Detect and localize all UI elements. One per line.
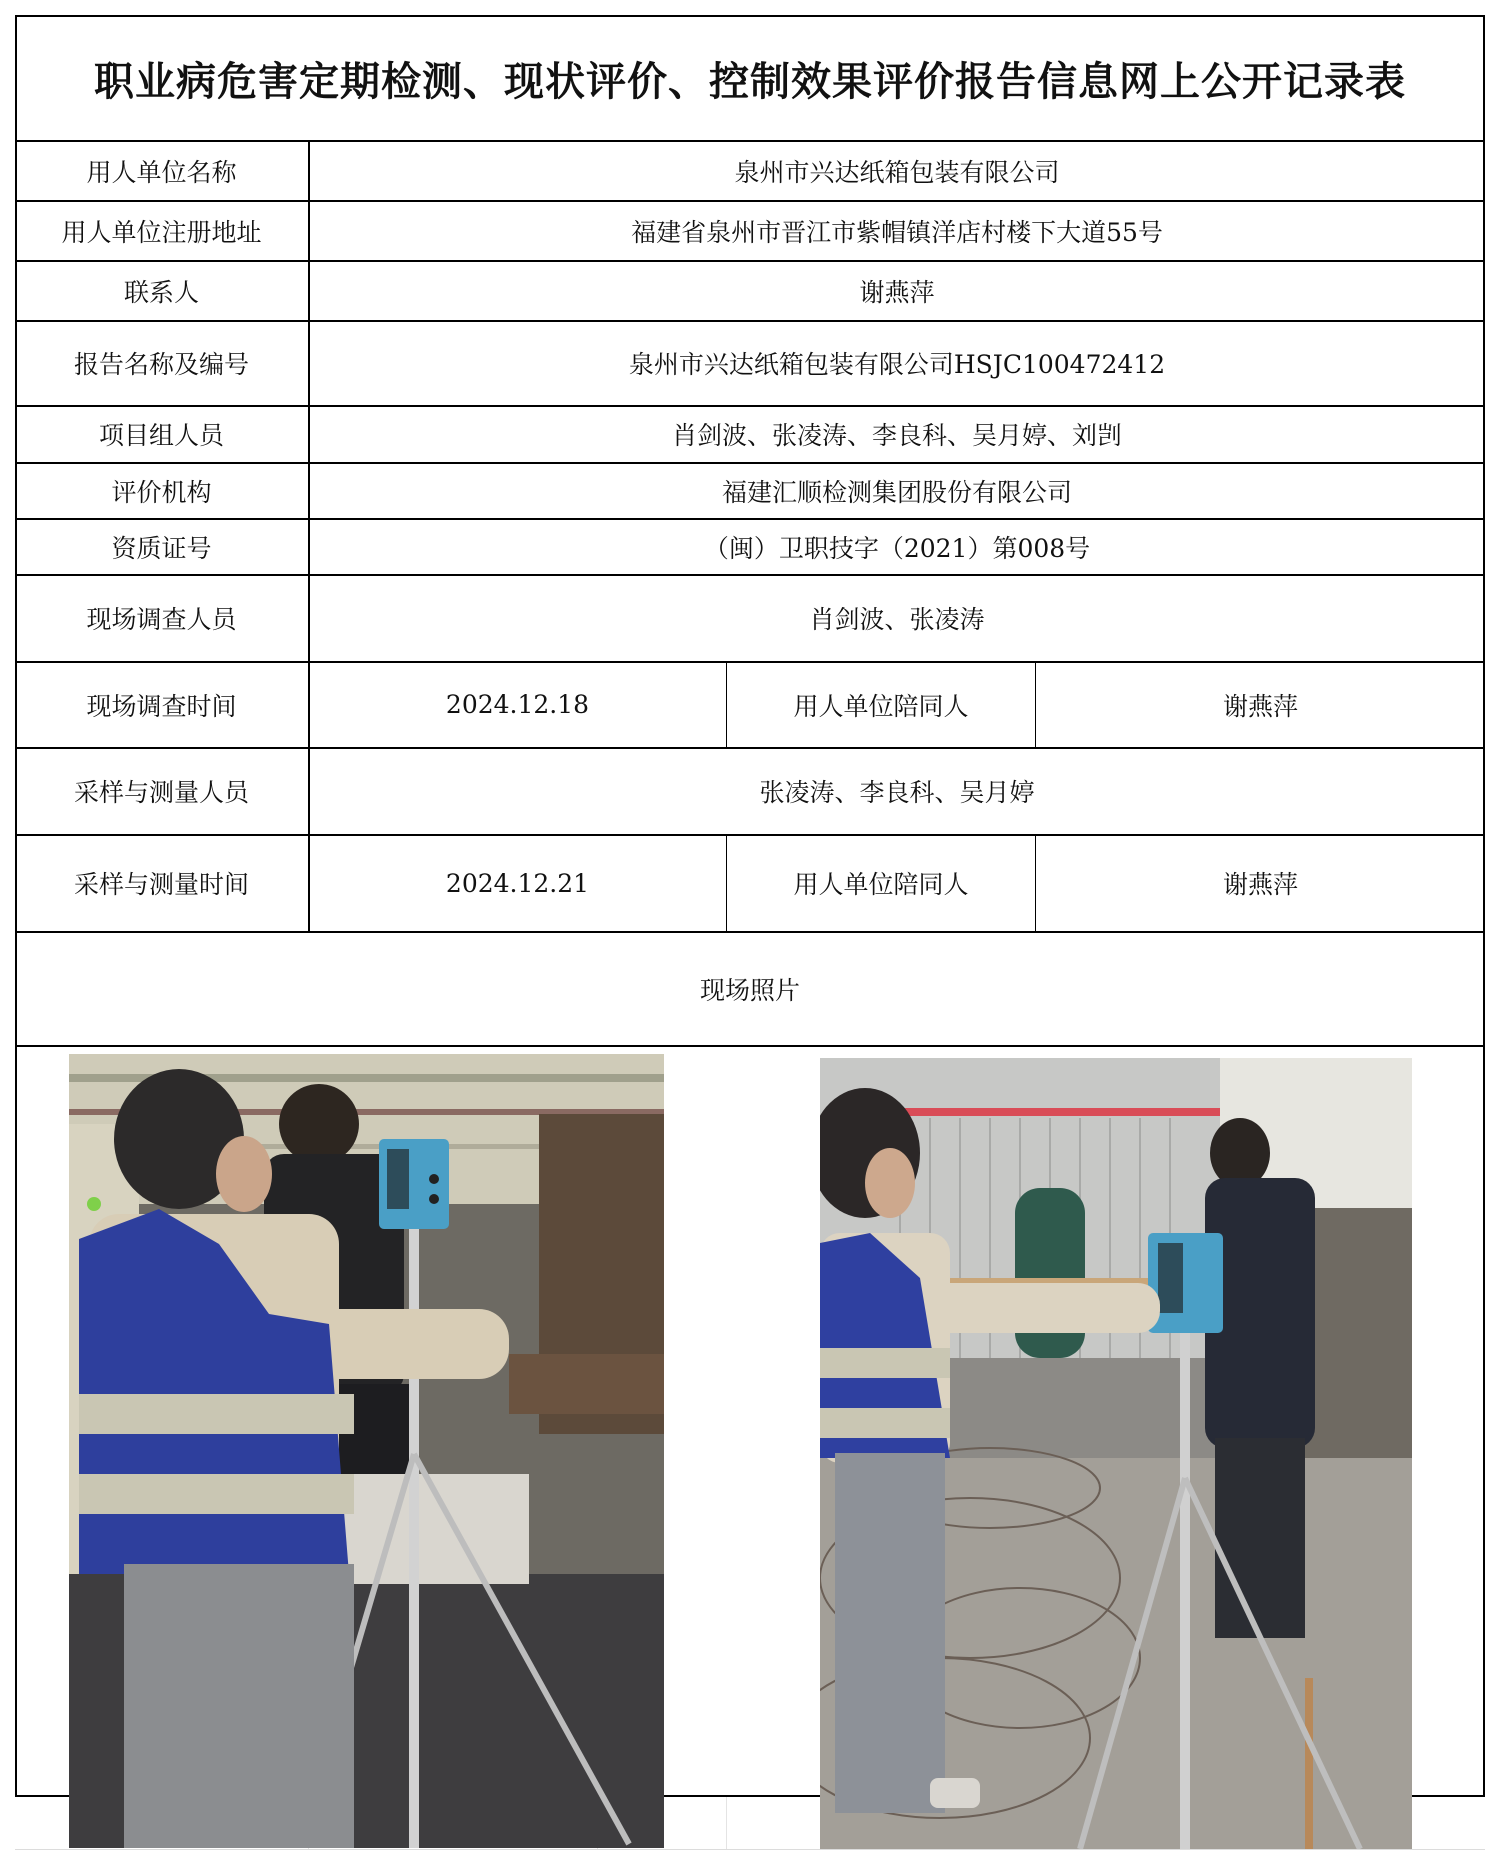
site-photo-2: [820, 1058, 1412, 1849]
survey-staff-label: 现场调查人员: [86, 605, 237, 634]
site-photo-1: [69, 1054, 664, 1848]
report-name-label: 报告名称及编号: [73, 350, 249, 379]
contact-label: 联系人: [123, 277, 199, 307]
row-divider: [15, 1045, 1485, 1047]
site-photos-label: 现场照片: [699, 975, 800, 1005]
report-name-value: 泉州市兴达纸箱包装有限公司HSJC100472412: [628, 350, 1166, 379]
photo-technician-tripod-workshop: [820, 1058, 1412, 1849]
sampling-staff-value: 张凌涛、李良科、吴月婷: [759, 778, 1035, 807]
employer-name-value: 泉州市兴达纸箱包装有限公司: [734, 157, 1060, 187]
survey-time-value: 2024.12.18: [445, 690, 590, 719]
evaluation-org-value: 福建汇顺检测集团股份有限公司: [721, 477, 1072, 507]
contact-value: 谢燕萍: [859, 277, 935, 307]
project-team-label: 项目组人员: [98, 421, 224, 450]
survey-companion-label: 用人单位陪同人: [793, 691, 969, 721]
survey-time-label: 现场调查时间: [86, 691, 237, 721]
survey-staff-value: 肖剑波、张凌涛: [809, 605, 985, 634]
evaluation-org-label: 评价机构: [111, 477, 212, 507]
sampling-time-label: 采样与测量时间: [73, 870, 249, 899]
photo-technician-tripod-cardboard: [69, 1054, 664, 1848]
project-team-value: 肖剑波、张凌涛、李良科、吴月婷、刘剀: [671, 421, 1122, 450]
employer-address-label: 用人单位注册地址: [61, 217, 262, 247]
faint-divider: [726, 1797, 727, 1849]
survey-companion-value: 谢燕萍: [1222, 691, 1298, 721]
qualification-value: （闽）卫职技字（2021）第008号: [703, 533, 1091, 563]
employer-address-value: 福建省泉州市晋江市紫帽镇洋店村楼下大道55号: [631, 217, 1163, 247]
employer-name-label: 用人单位名称: [86, 157, 237, 187]
sampling-companion-label: 用人单位陪同人: [793, 870, 969, 899]
document-title: 职业病危害定期检测、现状评价、控制效果评价报告信息网上公开记录表: [94, 58, 1406, 105]
sampling-staff-label: 采样与测量人员: [73, 778, 249, 807]
sampling-time-value: 2024.12.21: [445, 868, 590, 898]
faint-divider: [15, 1849, 1485, 1850]
qualification-label: 资质证号: [111, 533, 212, 563]
sampling-companion-value: 谢燕萍: [1222, 870, 1298, 899]
